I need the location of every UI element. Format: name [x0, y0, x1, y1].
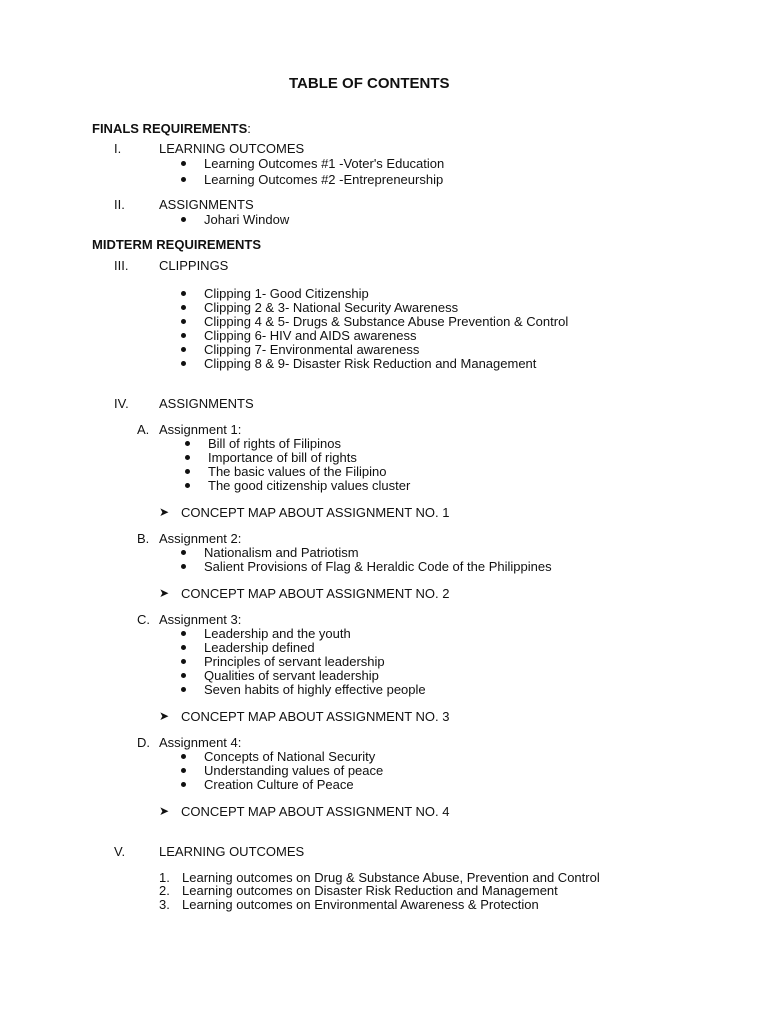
list-item: Importance of bill of rights — [208, 450, 357, 465]
bullet-icon — [181, 631, 186, 636]
arrow-bullet-icon: ➤ — [159, 709, 170, 723]
bullet-icon — [185, 469, 190, 474]
section-label: LEARNING OUTCOMES — [159, 141, 305, 156]
assignment-label: Assignment 4: — [159, 735, 242, 750]
bullet-icon — [181, 687, 186, 692]
section-number: I. — [114, 141, 122, 156]
section-number: III. — [114, 258, 129, 273]
bullet-icon — [181, 333, 186, 338]
bullet-icon — [181, 319, 186, 324]
list-item: The good citizenship values cluster — [208, 478, 411, 493]
bullet-icon — [181, 564, 186, 569]
bullet-icon — [181, 177, 186, 182]
list-item: Learning Outcomes #2 -Entrepreneurship — [204, 172, 444, 187]
numbered-item-number: 3. — [159, 897, 170, 912]
bullet-icon — [181, 673, 186, 678]
arrow-bullet-icon: ➤ — [159, 804, 170, 818]
list-item: Leadership and the youth — [204, 626, 351, 641]
assignment-letter: A. — [137, 422, 150, 437]
arrow-bullet-icon: ➤ — [159, 586, 170, 600]
list-item: The basic values of the Filipino — [208, 464, 387, 479]
finals-heading-colon: : — [247, 121, 251, 136]
list-item: Creation Culture of Peace — [204, 777, 354, 792]
finals-heading-line — [92, 121, 251, 136]
list-item: Principles of servant leadership — [204, 654, 385, 669]
section-label: LEARNING OUTCOMES — [159, 844, 305, 859]
list-item: Salient Provisions of Flag & Heraldic Code of the Philippines — [204, 559, 552, 574]
concept-map-item: CONCEPT MAP ABOUT ASSIGNMENT NO. 3 — [181, 709, 450, 724]
list-item: Clipping 6- HIV and AIDS awareness — [204, 328, 417, 343]
numbered-item-number: 2. — [159, 883, 170, 898]
section-label: CLIPPINGS — [159, 258, 229, 273]
section-number: V. — [114, 844, 126, 859]
section-label: ASSIGNMENTS — [159, 396, 254, 411]
list-item: Clipping 1- Good Citizenship — [204, 286, 369, 301]
bullet-icon — [185, 441, 190, 446]
list-item: Clipping 2 & 3- National Security Awareness — [204, 300, 459, 315]
bullet-icon — [185, 483, 190, 488]
list-item: Seven habits of highly effective people — [204, 682, 426, 697]
concept-map-item: CONCEPT MAP ABOUT ASSIGNMENT NO. 1 — [181, 505, 450, 520]
section-number: II. — [114, 197, 125, 212]
bullet-icon — [181, 291, 186, 296]
bullet-icon — [181, 305, 186, 310]
numbered-item: Learning outcomes on Environmental Awareness & Protection — [182, 897, 539, 912]
bullet-icon — [181, 550, 186, 555]
bullet-icon — [181, 754, 186, 759]
bullet-icon — [181, 768, 186, 773]
list-item: Clipping 4 & 5- Drugs & Substance Abuse Prevention & Control — [204, 314, 569, 329]
section-label: ASSIGNMENTS — [159, 197, 254, 212]
concept-map-item: CONCEPT MAP ABOUT ASSIGNMENT NO. 2 — [181, 586, 450, 601]
page-title: TABLE OF CONTENTS — [289, 75, 450, 92]
list-item: Qualities of servant leadership — [204, 668, 379, 683]
bullet-icon — [185, 455, 190, 460]
list-item: Nationalism and Patriotism — [204, 545, 359, 560]
bullet-icon — [181, 347, 186, 352]
finals-heading: FINALS REQUIREMENTS — [92, 121, 248, 136]
numbered-item: Learning outcomes on Drug & Substance Abuse, Prevention and Control — [182, 870, 600, 885]
bullet-icon — [181, 645, 186, 650]
arrow-bullet-icon: ➤ — [159, 505, 170, 519]
list-item: Clipping 7- Environmental awareness — [204, 342, 420, 357]
list-item: Leadership defined — [204, 640, 315, 655]
midterm-heading: MIDTERM REQUIREMENTS — [92, 237, 261, 252]
bullet-icon — [181, 659, 186, 664]
bullet-icon — [181, 782, 186, 787]
bullet-icon — [181, 361, 186, 366]
assignment-label: Assignment 1: — [159, 422, 242, 437]
list-item: Understanding values of peace — [204, 763, 384, 778]
assignment-label: Assignment 2: — [159, 531, 242, 546]
assignment-letter: D. — [137, 735, 150, 750]
numbered-item-number: 1. — [159, 870, 170, 885]
numbered-item: Learning outcomes on Disaster Risk Reduction and Management — [182, 883, 558, 898]
list-item: Clipping 8 & 9- Disaster Risk Reduction and Management — [204, 356, 537, 371]
list-item: Concepts of National Security — [204, 749, 376, 764]
list-item: Bill of rights of Filipinos — [208, 436, 341, 451]
assignment-letter: B. — [137, 531, 150, 546]
list-item: Johari Window — [204, 212, 290, 227]
bullet-icon — [181, 217, 186, 222]
concept-map-item: CONCEPT MAP ABOUT ASSIGNMENT NO. 4 — [181, 804, 450, 819]
section-number: IV. — [114, 396, 129, 411]
list-item: Learning Outcomes #1 -Voter's Education — [204, 156, 445, 171]
assignment-letter: C. — [137, 612, 150, 627]
assignment-label: Assignment 3: — [159, 612, 242, 627]
bullet-icon — [181, 161, 186, 166]
